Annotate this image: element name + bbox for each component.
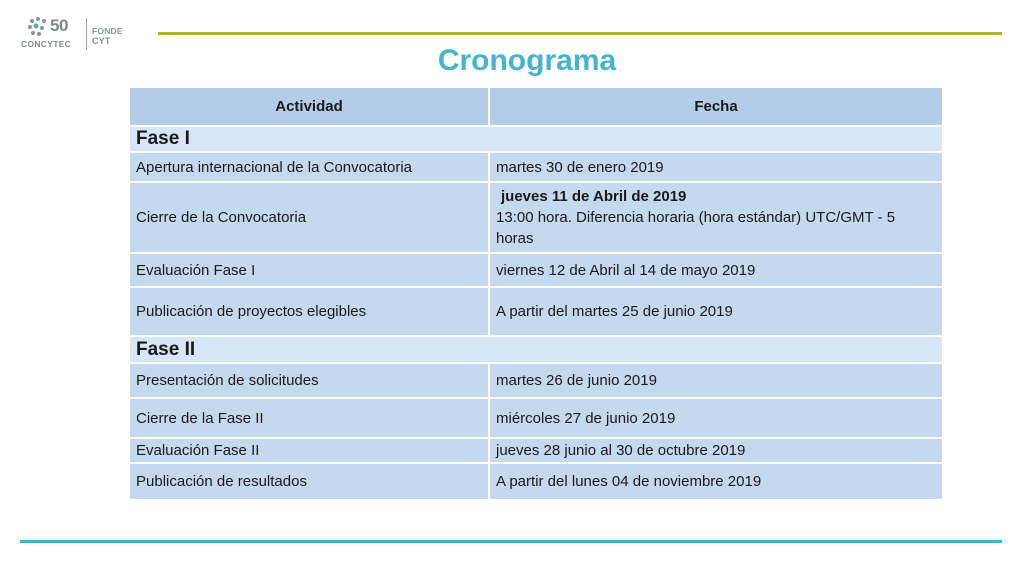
activity-cell: Publicación de proyectos elegibles [129, 287, 489, 336]
date-detail: 13:00 hora. Diferencia horaria (hora estándar) UTC/GMT - 5 horas [496, 209, 896, 247]
table-row [129, 398, 943, 438]
logo-fonde-text: FONDE [92, 26, 123, 36]
date-cell: martes 30 de enero 2019 [489, 152, 943, 182]
activity-cell: Presentación de solicitudes [129, 363, 489, 398]
table-row [129, 182, 943, 253]
date-cell: A partir del lunes 04 de noviembre 2019 [489, 463, 943, 500]
table-row [129, 463, 943, 500]
activity-cell: Cierre de la Convocatoria [129, 182, 489, 253]
table-row [129, 363, 943, 398]
activity-cell: Evaluación Fase I [129, 253, 489, 287]
date-cell: A partir del martes 25 de junio 2019 [489, 287, 943, 336]
date-cell: martes 26 de junio 2019 [489, 363, 943, 398]
phase-row-fase-1 [129, 126, 943, 152]
date-cell: viernes 12 de Abril al 14 de mayo 2019 [489, 253, 943, 287]
table-row [129, 152, 943, 182]
activity-cell: Evaluación Fase II [129, 438, 489, 463]
page-title: Cronograma [437, 44, 617, 77]
bottom-rule [20, 540, 1002, 543]
activity-cell: Publicación de resultados [129, 463, 489, 500]
date-cell: miércoles 27 de junio 2019 [489, 398, 943, 438]
date-cell: jueves 28 junio al 30 de octubre 2019 [489, 438, 943, 463]
logo-50-text: 50 [50, 16, 68, 35]
activity-cell: Cierre de la Fase II [129, 398, 489, 438]
table-row [129, 253, 943, 287]
phase-row-fase-2 [129, 336, 943, 363]
top-rule [158, 32, 1002, 35]
date-main: jueves 11 de Abril de 2019 [501, 188, 687, 205]
activity-cell: Apertura internacional de la Convocatoria [129, 152, 489, 182]
table-header-row [129, 87, 943, 126]
column-header-fecha: Fecha [489, 87, 943, 126]
logo-cyt-text: CYT [92, 36, 111, 46]
schedule-table [128, 86, 944, 501]
column-header-actividad: Actividad [129, 87, 489, 126]
phase-label: Fase II [129, 336, 943, 363]
table-row [129, 287, 943, 336]
table-row [129, 438, 943, 463]
logo-concytec-text: CONCYTEC [21, 39, 72, 49]
phase-label: Fase I [129, 126, 943, 152]
date-cell [489, 182, 943, 253]
